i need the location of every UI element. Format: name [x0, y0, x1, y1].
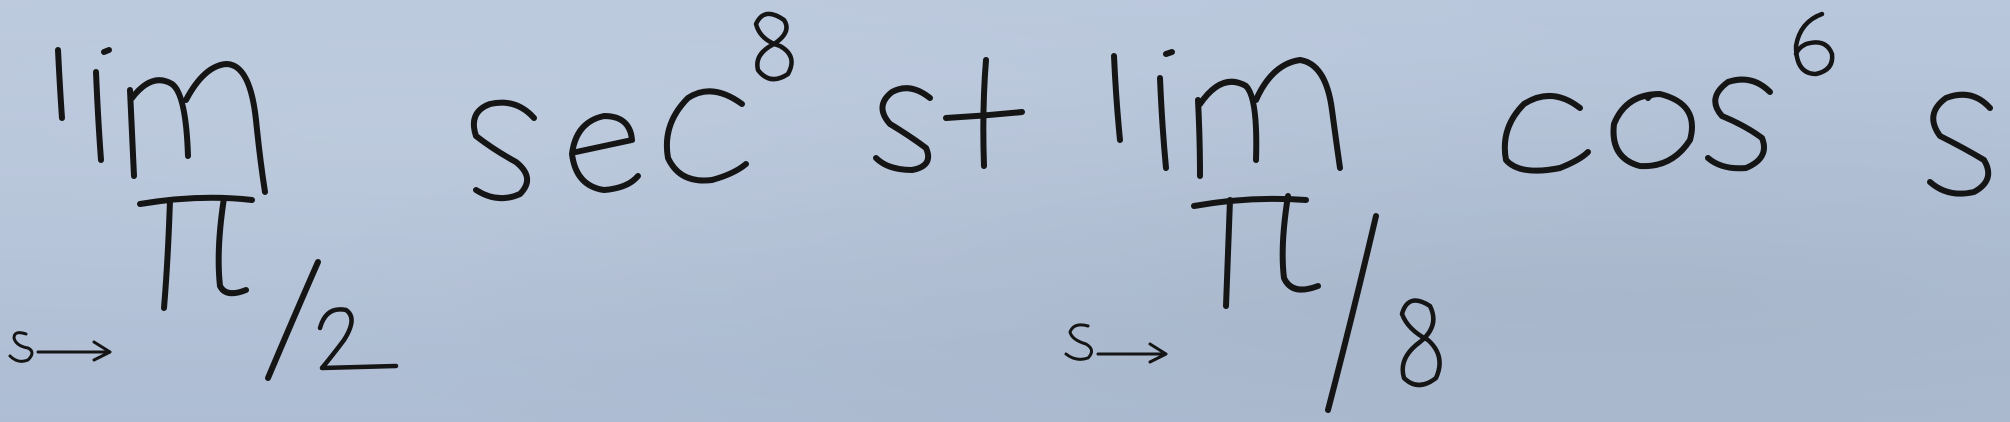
- term2-limit-subscript: [1066, 196, 1440, 410]
- term1-exponent-8: [756, 14, 792, 79]
- term1-function-sec: [474, 91, 746, 198]
- term2-exponent-6: [1796, 14, 1832, 74]
- term1-lim-operator: [58, 50, 265, 192]
- term2-argument-s: [1930, 95, 1990, 194]
- term1-argument-st: [876, 60, 1022, 170]
- term1-limit-subscript: [10, 198, 396, 378]
- term2-lim-operator: [1114, 52, 1340, 176]
- term2-function-cos: [1505, 80, 1770, 171]
